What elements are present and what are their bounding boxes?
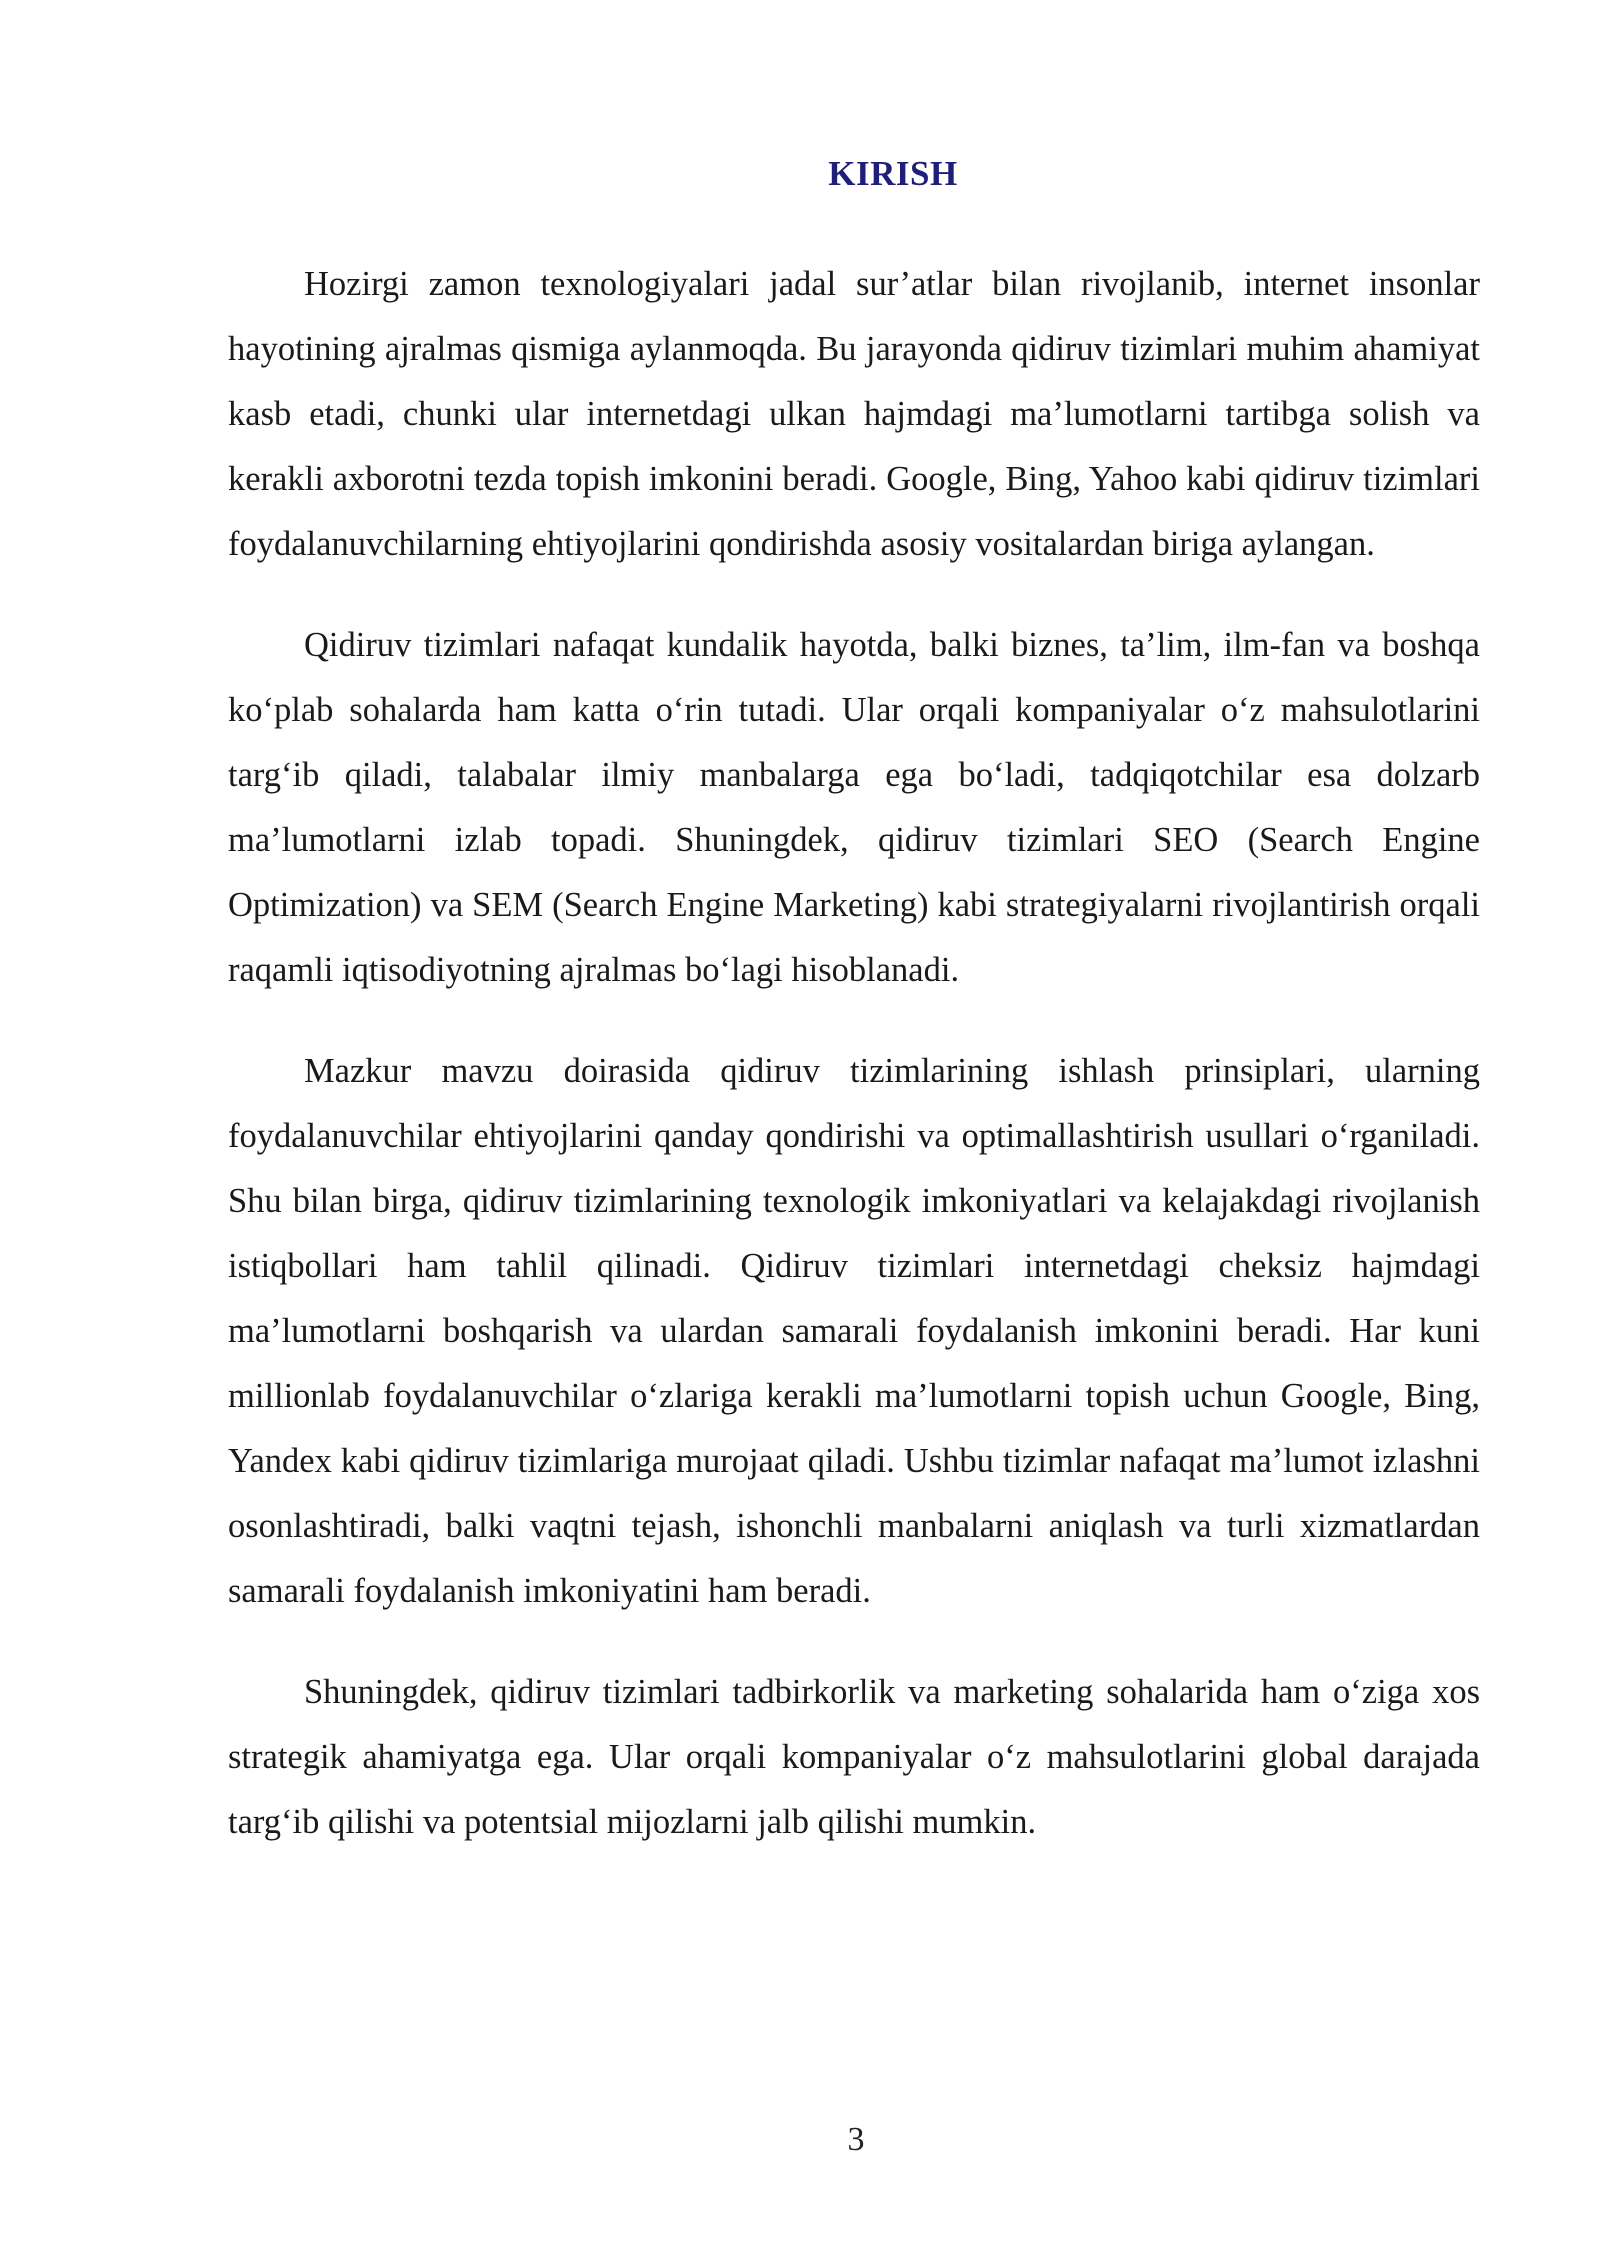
paragraph-3: Mazkur mavzu doirasida qidiruv tizimlarining ishlash prinsiplari, ularning foydalanuvchilar ehtiyojlarini qanday qondirishi va optimallashtirish usullari o‘rganiladi. Shu bilan birga, qidiruv tizimlarining texnologik imkoniyatlari va kelajakdagi rivojlanish istiqbollari ham tahlil qilinadi. Qidiruv tizimlari internetdagi cheksiz hajmdagi ma’lumotlarni boshqarish va ulardan samarali foydalanish imkonini beradi. Har kuni millionlab foydalanuvchilar o‘zlariga kerakli ma’lumotlarni topish uchun Google, Bing, Yandex kabi qidiruv tizimlariga murojaat qiladi. Ushbu tizimlar nafaqat ma’lumot izlashni osonlashtiradi, balki vaqtni tejash, ishonchli manbalarni aniqlash va turli xizmatlardan samarali foydalanish imkoniyatini ham beradi. <box>228 1052 1480 1610</box>
paragraph-2: Qidiruv tizimlari nafaqat kundalik hayotda, balki biznes, ta’lim, ilm-fan va boshqa ko‘plab sohalarda ham katta o‘rin tutadi. Ular orqali kompaniyalar o‘z mahsulotlarini targ‘ib qiladi, talabalar ilmiy manbalarga ega bo‘ladi, tadqiqotchilar esa dolzarb ma’lumotlarni izlab topadi. Shuningdek, qidiruv tizimlari SEO (Search Engine Optimization) va SEM (Search Engine Marketing) kabi strategiyalarni rivojlantirish orqali raqamli iqtisodiyotning ajralmas bo‘lagi hisoblanadi. <box>228 626 1480 989</box>
page-title: KIRISH <box>828 154 958 193</box>
paragraph-1: Hozirgi zamon texnologiyalari jadal sur’atlar bilan rivojlanib, internet insonlar hayotining ajralmas qismiga aylanmoqda. Bu jarayonda qidiruv tizimlari muhim ahamiyat kasb etadi, chunki ular internetdagi ulkan hajmdagi ma’lumotlarni tartibga solish va kerakli axborotni tezda topish imkonini beradi. Google, Bing, Yahoo kabi qidiruv tizimlari foydalanuvchilarning ehtiyojlarini qondirishda asosiy vositalardan biriga aylangan. <box>228 265 1480 563</box>
document-body <box>228 252 1480 1891</box>
paragraph-4: Shuningdek, qidiruv tizimlari tadbirkorlik va marketing sohalarida ham o‘ziga xos strategik ahamiyatga ega. Ular orqali kompaniyalar o‘z mahsulotlarini global darajada targ‘ib qilishi va potentsial mijozlarni jalb qilishi mumkin. <box>228 1673 1480 1841</box>
page-number: 3 <box>847 2121 865 2158</box>
